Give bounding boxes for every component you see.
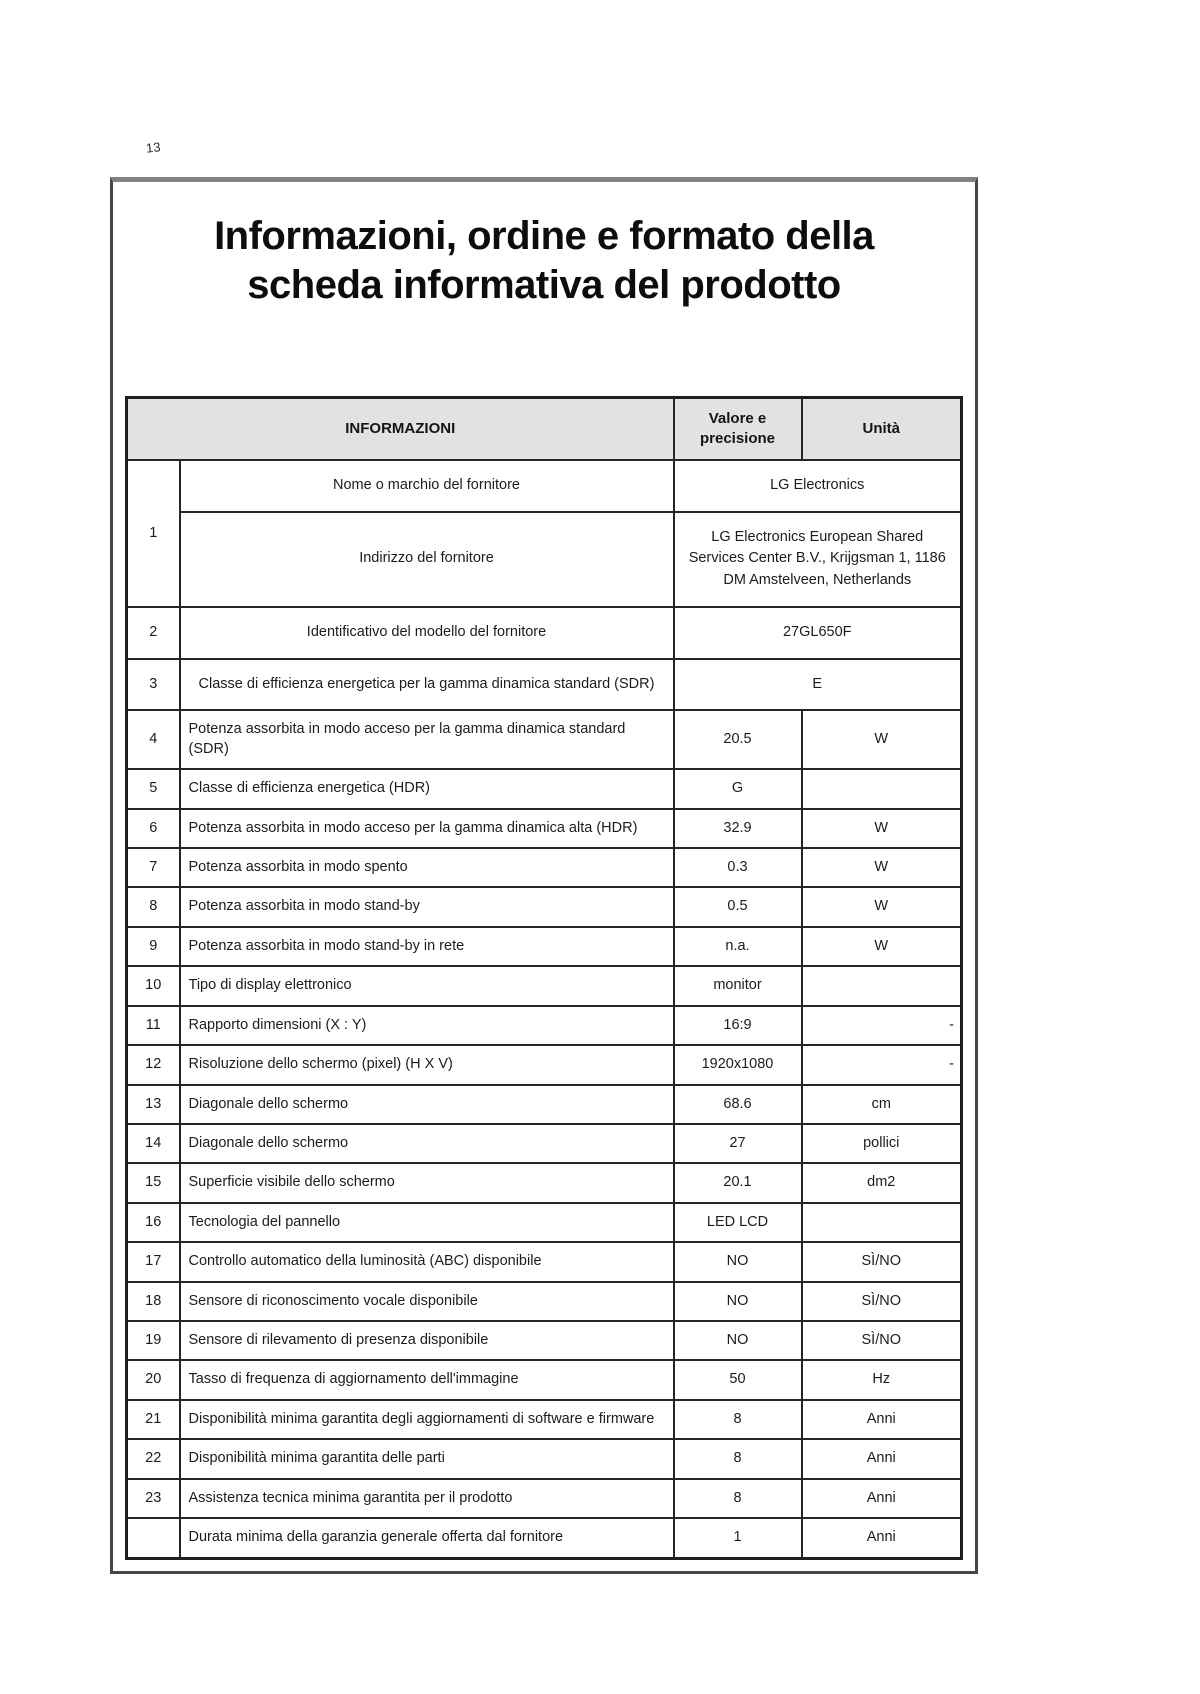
unit-cell: pollici bbox=[802, 1124, 962, 1163]
info-label-cell: Sensore di riconoscimento vocale disponibile bbox=[180, 1282, 674, 1321]
value-cell: NO bbox=[674, 1321, 802, 1360]
row-number-cell: 10 bbox=[127, 966, 180, 1005]
unit-cell bbox=[802, 966, 962, 1005]
value-cell: n.a. bbox=[674, 927, 802, 966]
info-label-cell: Potenza assorbita in modo stand-by bbox=[180, 887, 674, 926]
row-number-cell: 2 bbox=[127, 607, 180, 659]
unit-cell: Anni bbox=[802, 1400, 962, 1439]
unit-cell: SÌ/NO bbox=[802, 1321, 962, 1360]
page-title-line2: scheda informativa del prodotto bbox=[247, 262, 841, 307]
row-number-cell: 1 bbox=[127, 460, 180, 607]
table-row bbox=[127, 848, 962, 887]
info-label-cell: Potenza assorbita in modo acceso per la gamma dinamica standard (SDR) bbox=[180, 710, 674, 769]
info-label-cell: Potenza assorbita in modo acceso per la gamma dinamica alta (HDR) bbox=[180, 809, 674, 848]
info-label-cell: Risoluzione dello schermo (pixel) (H X V) bbox=[180, 1045, 674, 1084]
value-cell: monitor bbox=[674, 966, 802, 1005]
table-row bbox=[127, 1282, 962, 1321]
row-number-cell: 12 bbox=[127, 1045, 180, 1084]
value-cell: 50 bbox=[674, 1360, 802, 1399]
value-cell: 68.6 bbox=[674, 1085, 802, 1124]
row-number-cell: 11 bbox=[127, 1006, 180, 1045]
value-cell: 1 bbox=[674, 1518, 802, 1558]
table-row bbox=[127, 927, 962, 966]
table-row bbox=[127, 1124, 962, 1163]
value-cell: NO bbox=[674, 1282, 802, 1321]
info-label-cell: Indirizzo del fornitore bbox=[180, 512, 674, 607]
table-row bbox=[127, 887, 962, 926]
row-number-cell: 21 bbox=[127, 1400, 180, 1439]
row-number-cell: 16 bbox=[127, 1203, 180, 1242]
row-number-cell: 23 bbox=[127, 1479, 180, 1518]
value-cell: 8 bbox=[674, 1400, 802, 1439]
unit-cell: W bbox=[802, 809, 962, 848]
unit-cell: Anni bbox=[802, 1479, 962, 1518]
row-number-cell: 8 bbox=[127, 887, 180, 926]
value-cell: 20.5 bbox=[674, 710, 802, 769]
table-row bbox=[127, 1203, 962, 1242]
info-label-cell: Rapporto dimensioni (X : Y) bbox=[180, 1006, 674, 1045]
row-number-cell: 7 bbox=[127, 848, 180, 887]
value-cell: 27GL650F bbox=[674, 607, 962, 659]
header-informazioni: INFORMAZIONI bbox=[127, 397, 674, 460]
table-row bbox=[127, 1045, 962, 1084]
info-label-cell: Tasso di frequenza di aggiornamento dell'immagine bbox=[180, 1360, 674, 1399]
row-number-cell: 19 bbox=[127, 1321, 180, 1360]
info-label-cell: Tecnologia del pannello bbox=[180, 1203, 674, 1242]
page-title-line1: Informazioni, ordine e formato della bbox=[214, 214, 874, 258]
unit-cell: Hz bbox=[802, 1360, 962, 1399]
info-label-cell: Durata minima della garanzia generale offerta dal fornitore bbox=[180, 1518, 674, 1558]
unit-cell: W bbox=[802, 710, 962, 769]
row-number-cell: 6 bbox=[127, 809, 180, 848]
value-cell: LG Electronics bbox=[674, 460, 962, 512]
info-label-cell: Identificativo del modello del fornitore bbox=[180, 607, 674, 659]
info-label-cell: Disponibilità minima garantita delle parti bbox=[180, 1439, 674, 1478]
unit-cell: W bbox=[802, 927, 962, 966]
value-cell: 0.3 bbox=[674, 848, 802, 887]
table-row bbox=[127, 460, 962, 512]
value-cell: 1920x1080 bbox=[674, 1045, 802, 1084]
value-cell: 8 bbox=[674, 1479, 802, 1518]
unit-cell: Anni bbox=[802, 1518, 962, 1558]
unit-cell: - bbox=[802, 1006, 962, 1045]
value-cell: 32.9 bbox=[674, 809, 802, 848]
row-number-cell: 9 bbox=[127, 927, 180, 966]
value-cell: 20.1 bbox=[674, 1163, 802, 1202]
table-row bbox=[127, 809, 962, 848]
info-label-cell: Disponibilità minima garantita degli aggiornamenti di software e firmware bbox=[180, 1400, 674, 1439]
info-label-cell: Tipo di display elettronico bbox=[180, 966, 674, 1005]
unit-cell: W bbox=[802, 887, 962, 926]
unit-cell: Anni bbox=[802, 1439, 962, 1478]
table-body bbox=[127, 460, 962, 1558]
info-label-cell: Potenza assorbita in modo stand-by in rete bbox=[180, 927, 674, 966]
unit-cell: SÌ/NO bbox=[802, 1242, 962, 1281]
table-row bbox=[127, 659, 962, 711]
unit-cell bbox=[802, 1203, 962, 1242]
info-label-cell: Classe di efficienza energetica (HDR) bbox=[180, 769, 674, 808]
value-cell: 16:9 bbox=[674, 1006, 802, 1045]
unit-cell: cm bbox=[802, 1085, 962, 1124]
table-row bbox=[127, 1400, 962, 1439]
row-number-cell: 18 bbox=[127, 1282, 180, 1321]
row-number-cell: 3 bbox=[127, 659, 180, 711]
row-number-cell: 17 bbox=[127, 1242, 180, 1281]
table-row bbox=[127, 1479, 962, 1518]
info-label-cell: Diagonale dello schermo bbox=[180, 1124, 674, 1163]
value-cell: 8 bbox=[674, 1439, 802, 1478]
info-label-cell: Sensore di rilevamento di presenza disponibile bbox=[180, 1321, 674, 1360]
unit-cell: dm2 bbox=[802, 1163, 962, 1202]
unit-cell: SÌ/NO bbox=[802, 1282, 962, 1321]
info-label-cell: Diagonale dello schermo bbox=[180, 1085, 674, 1124]
header-valore-precisione: Valore e precisione bbox=[674, 397, 802, 460]
row-number-cell: 13 bbox=[127, 1085, 180, 1124]
page-number: 13 bbox=[145, 139, 162, 156]
table-row bbox=[127, 1006, 962, 1045]
info-label-cell: Classe di efficienza energetica per la gamma dinamica standard (SDR) bbox=[180, 659, 674, 711]
table-row bbox=[127, 1439, 962, 1478]
unit-cell bbox=[802, 769, 962, 808]
unit-cell: - bbox=[802, 1045, 962, 1084]
row-number-cell: 20 bbox=[127, 1360, 180, 1399]
table-row bbox=[127, 1518, 962, 1558]
info-label-cell: Potenza assorbita in modo spento bbox=[180, 848, 674, 887]
row-number-cell: 22 bbox=[127, 1439, 180, 1478]
table-row bbox=[127, 1360, 962, 1399]
value-cell: 27 bbox=[674, 1124, 802, 1163]
value-cell: LED LCD bbox=[674, 1203, 802, 1242]
value-cell: LG Electronics European Shared Services Center B.V., Krijgsman 1, 1186 DM Amstelveen, Netherlands bbox=[674, 512, 962, 607]
info-label-cell: Assistenza tecnica minima garantita per il prodotto bbox=[180, 1479, 674, 1518]
row-number-cell: 15 bbox=[127, 1163, 180, 1202]
row-number-cell: 14 bbox=[127, 1124, 180, 1163]
table-row bbox=[127, 1242, 962, 1281]
table-row bbox=[127, 607, 962, 659]
value-cell: 0.5 bbox=[674, 887, 802, 926]
product-fiche-sheet bbox=[110, 177, 978, 1574]
row-number-cell: 5 bbox=[127, 769, 180, 808]
table-row bbox=[127, 1163, 962, 1202]
header-unita: Unità bbox=[802, 397, 962, 460]
row-number-cell: 4 bbox=[127, 710, 180, 769]
value-cell: G bbox=[674, 769, 802, 808]
table-row bbox=[127, 1085, 962, 1124]
info-label-cell: Superficie visibile dello schermo bbox=[180, 1163, 674, 1202]
table-row bbox=[127, 710, 962, 769]
table-row bbox=[127, 1321, 962, 1360]
table-header-row bbox=[127, 397, 962, 460]
info-label-cell: Nome o marchio del fornitore bbox=[180, 460, 674, 512]
table-row bbox=[127, 512, 962, 607]
table-row bbox=[127, 966, 962, 1005]
page-title bbox=[113, 212, 975, 310]
info-label-cell: Controllo automatico della luminosità (ABC) disponibile bbox=[180, 1242, 674, 1281]
row-number-cell bbox=[127, 1518, 180, 1558]
product-information-table bbox=[125, 396, 963, 1560]
table-header bbox=[127, 397, 962, 460]
value-cell: E bbox=[674, 659, 962, 711]
table-row bbox=[127, 769, 962, 808]
unit-cell: W bbox=[802, 848, 962, 887]
value-cell: NO bbox=[674, 1242, 802, 1281]
